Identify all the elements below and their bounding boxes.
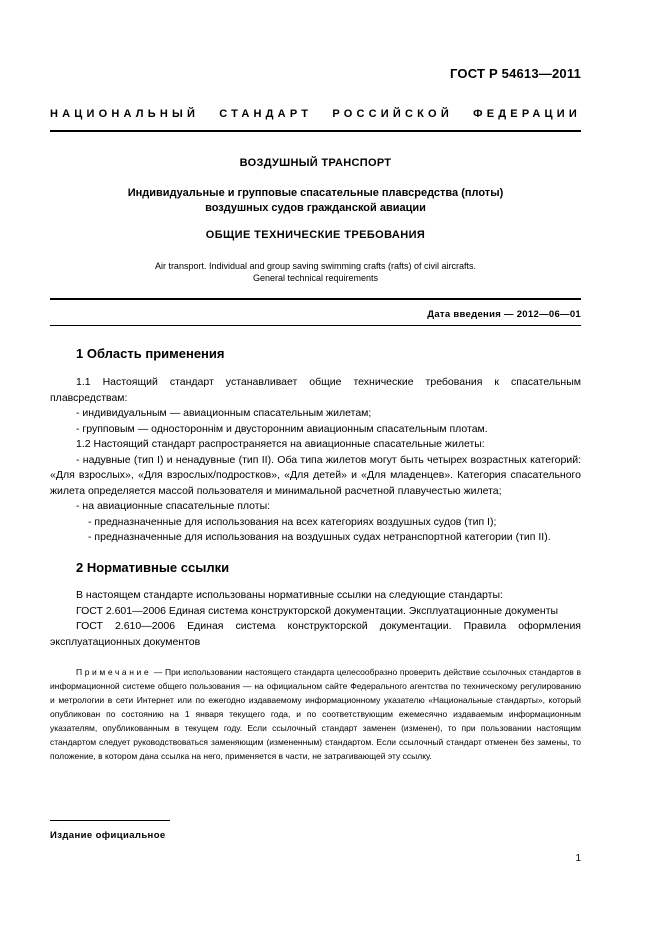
- footer-rule: [50, 820, 170, 821]
- section1-p2: 1.2 Настоящий стандарт распространяется на авиационные спасательные жилеты:: [76, 438, 485, 450]
- section1-bullet4: - на авиационные спасательные плоты:: [76, 500, 271, 512]
- section1-body: [50, 375, 581, 546]
- title-line2b: воздушных судов гражданской авиации: [205, 202, 426, 214]
- date-rule: [50, 325, 581, 326]
- title-line2: [50, 186, 581, 216]
- section1-bullet1: - индивидуальным — авиационным спасательным жилетам;: [76, 407, 372, 419]
- section2-heading: 2 Нормативные ссылки: [76, 560, 230, 575]
- section2-body: [50, 588, 581, 650]
- standard-code: ГОСТ Р 54613—2011: [450, 66, 581, 81]
- section1-p1: 1.1 Настоящий стандарт устанавливает общие технические требования к спасательным плавсредствам:: [50, 376, 581, 404]
- title-line1: ВОЗДУШНЫЙ ТРАНСПОРТ: [239, 157, 392, 169]
- title-line3: ОБЩИЕ ТЕХНИЧЕСКИЕ ТРЕБОВАНИЯ: [205, 229, 426, 241]
- section2-p1: В настоящем стандарте использованы нормативные ссылки на следующие стандарты:: [76, 589, 503, 601]
- section2-ref2: ГОСТ 2.610—2006 Единая система конструкторской документации. Правила оформления эксплуатационных документов: [50, 620, 581, 648]
- title-line2a: Индивидуальные и групповые спасательные плавсредства (плоты): [127, 187, 504, 199]
- title-english-a: Air transport. Individual and group saving swimming crafts (rafts) of civil aircrafts.: [154, 261, 477, 271]
- section1-heading: 1 Область применения: [76, 346, 225, 361]
- note-label: Примечание: [76, 667, 152, 677]
- section1-bullet3: - надувные (тип I) и ненадувные (тип II). Оба типа жилетов могут быть четырех возрастных категорий: «Для взрослых», «Для взрослых/подростков», «Для детей» и «Для младенцев». Категория спасательного жилета определяется массой пользователя и минимальной расчетной плавучестью жилета;: [50, 453, 581, 497]
- title-rule: [50, 298, 581, 300]
- header-rule: [50, 130, 581, 132]
- section2-ref1: ГОСТ 2.601—2006 Единая система конструкторской документации. Эксплуатационные документы: [76, 604, 559, 617]
- title-english-b: General technical requirements: [252, 273, 379, 283]
- edition-label: Издание официальное: [50, 830, 166, 841]
- national-standard-banner: НАЦИОНАЛЬНЫЙ СТАНДАРТ РОССИЙСКОЙ ФЕДЕРАЦИИ: [50, 108, 581, 120]
- section1-bullet6: - предназначенные для использования на воздушных судах нетранспортной категории (тип II).: [88, 531, 551, 543]
- title-english: [50, 260, 581, 284]
- note-text: — При использовании настоящего стандарта целесообразно проверить действие ссылочных стандартов в информационной системе общего пользования — на официальном сайте Федерального агентства по техническому регулированию и метрологии в сети Интернет или по ежегодно издаваемому информационному указателю «Национальные стандарты», который опубликован по состоянию на 1 января текущего года, и по соответствующим ежемесячно издаваемым информационным указателям, опубликованным в текущем году. Если ссылочный стандарт заменен (изменен), то при пользовании настоящим стандартом следует руководствоваться заменяющим (измененным) стандартом. Если ссылочный стандарт отменен без замены, то положение, в котором дана ссылка на него, применяется в части, не затрагивающей эту ссылку.: [50, 667, 581, 761]
- note: [50, 665, 581, 763]
- section1-bullet5: - предназначенные для использования на всех категориях воздушных судов (тип I);: [88, 515, 497, 528]
- section1-bullet2: - групповым — одностороннім и двусторонним авиационным спасательным плотам.: [76, 422, 488, 435]
- intro-date: Дата введения — 2012—06—01: [427, 309, 581, 320]
- page-number: 1: [575, 853, 581, 864]
